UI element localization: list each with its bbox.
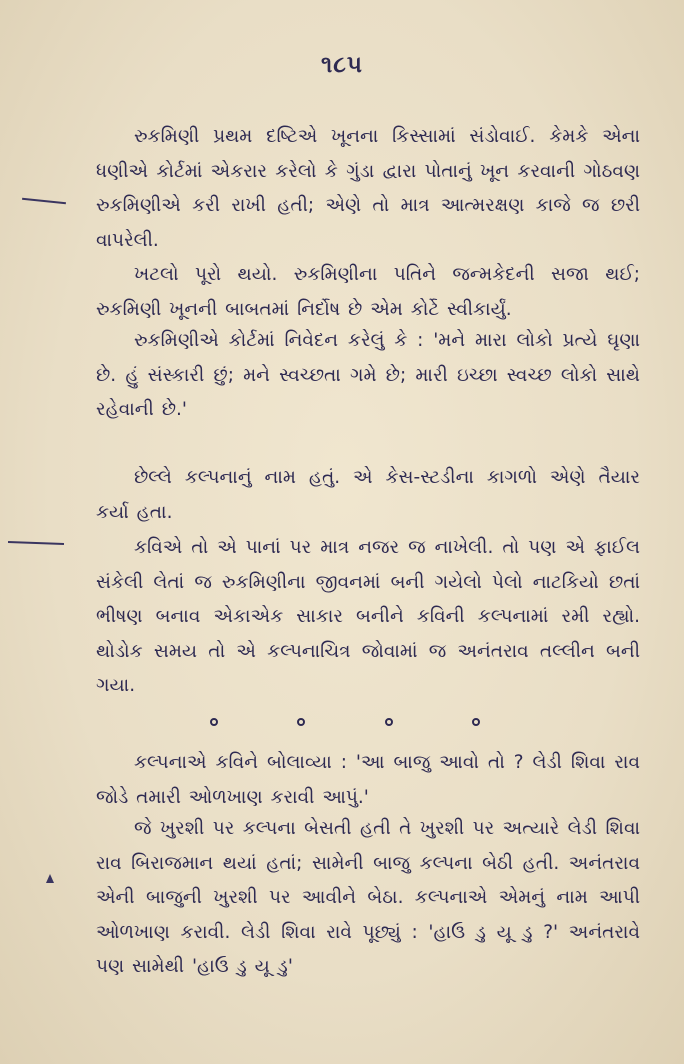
paragraph-7 (96, 812, 640, 985)
paragraph-4-text: છેલ્લે કલ્પનાનું નામ હતું. એ કેસ-સ્ટડીના કાગળો એણે તૈયાર કર્યા હતા. (96, 467, 640, 523)
paragraph-6 (96, 746, 640, 815)
section-separator (210, 718, 480, 726)
margin-arrow-mark (46, 874, 54, 883)
paragraph-2-text: ખટલો પૂરો થયો. રુકમિણીના પતિને જન્મકેદની સજા થઈ; રુકમિણી ખૂનની બાબતમાં નિર્દોષ છે એમ કોર્ટે સ્વીકાર્યું. (96, 264, 640, 320)
paragraph-6-text: કલ્પનાએ કવિને બોલાવ્યા : 'આ બાજુ આવો તો ? લેડી શિવા રાવ જોડે તમારી ઓળખાણ કરાવી આપું.' (96, 752, 640, 808)
margin-pen-mark (8, 541, 64, 545)
separator-circle-1 (210, 718, 218, 726)
paragraph-7-text: જે ખુરશી પર કલ્પના બેસતી હતી તે ખુરશી પર અત્યારે લેડી શિવા રાવ બિરાજમાન થયાં હતાં; સામેની બાજુ કલ્પના બેઠી હતી. અનંતરાવ એની બાજુની ખુરશી પર આવીને બેઠા. કલ્પનાએ એમનું નામ આપી ઓળખાણ કરાવી. લેડી શિવા રાવે પૂછ્યું : 'હાઉ ડુ યૂ ડુ ?' અનંતરાવે પણ સામેથી 'હાઉ ડુ યૂ ડુ' (96, 818, 640, 977)
paragraph-1 (96, 120, 640, 258)
separator-circle-2 (297, 718, 305, 726)
paragraph-2 (96, 258, 640, 327)
margin-pen-mark (22, 198, 66, 205)
paragraph-3-text: રુકમિણીએ કોર્ટમાં નિવેદન કરેલું કે : 'મને મારા લોકો પ્રત્યે ઘૃણા છે. હું સંસ્કારી છું; મને સ્વચ્છતા ગમે છે; મારી ઇચ્છા સ્વચ્છ લોકો સાથે રહેવાની છે.' (96, 330, 640, 420)
paragraph-3 (96, 324, 640, 428)
separator-circle-3 (385, 718, 393, 726)
page-number: ૧૮૫ (320, 52, 364, 78)
paragraph-4 (96, 461, 640, 530)
paragraph-5-text: કવિએ તો એ પાનાં પર માત્ર નજર જ નાખેલી. તો પણ એ ફાઈલ સંકેલી લેતાં જ રુકમિણીના જીવનમાં બની ગયેલો પેલો નાટકિયો છતાં ભીષણ બનાવ એકાએક સાકાર બનીને કવિની કલ્પનામાં રમી રહ્યો. થોડોક સમય તો એ કલ્પનાચિત્ર જોવામાં જ અનંતરાવ તલ્લીન બની ગયા. (96, 537, 640, 696)
paragraph-5 (96, 531, 640, 704)
paragraph-1-text: રુકમિણી પ્રથમ દષ્ટિએ ખૂનના કિસ્સામાં સંડોવાઈ. કેમકે એના ધણીએ કોર્ટમાં એકરાર કરેલો કે ગુંડા દ્વારા પોતાનું ખૂન કરવાની ગોઠવણ રુકમિણીએ કરી રાખી હતી; એણે તો માત્ર આત્મરક્ષણ કાજે જ છરી વાપરેલી. (96, 126, 640, 251)
separator-circle-4 (472, 718, 480, 726)
